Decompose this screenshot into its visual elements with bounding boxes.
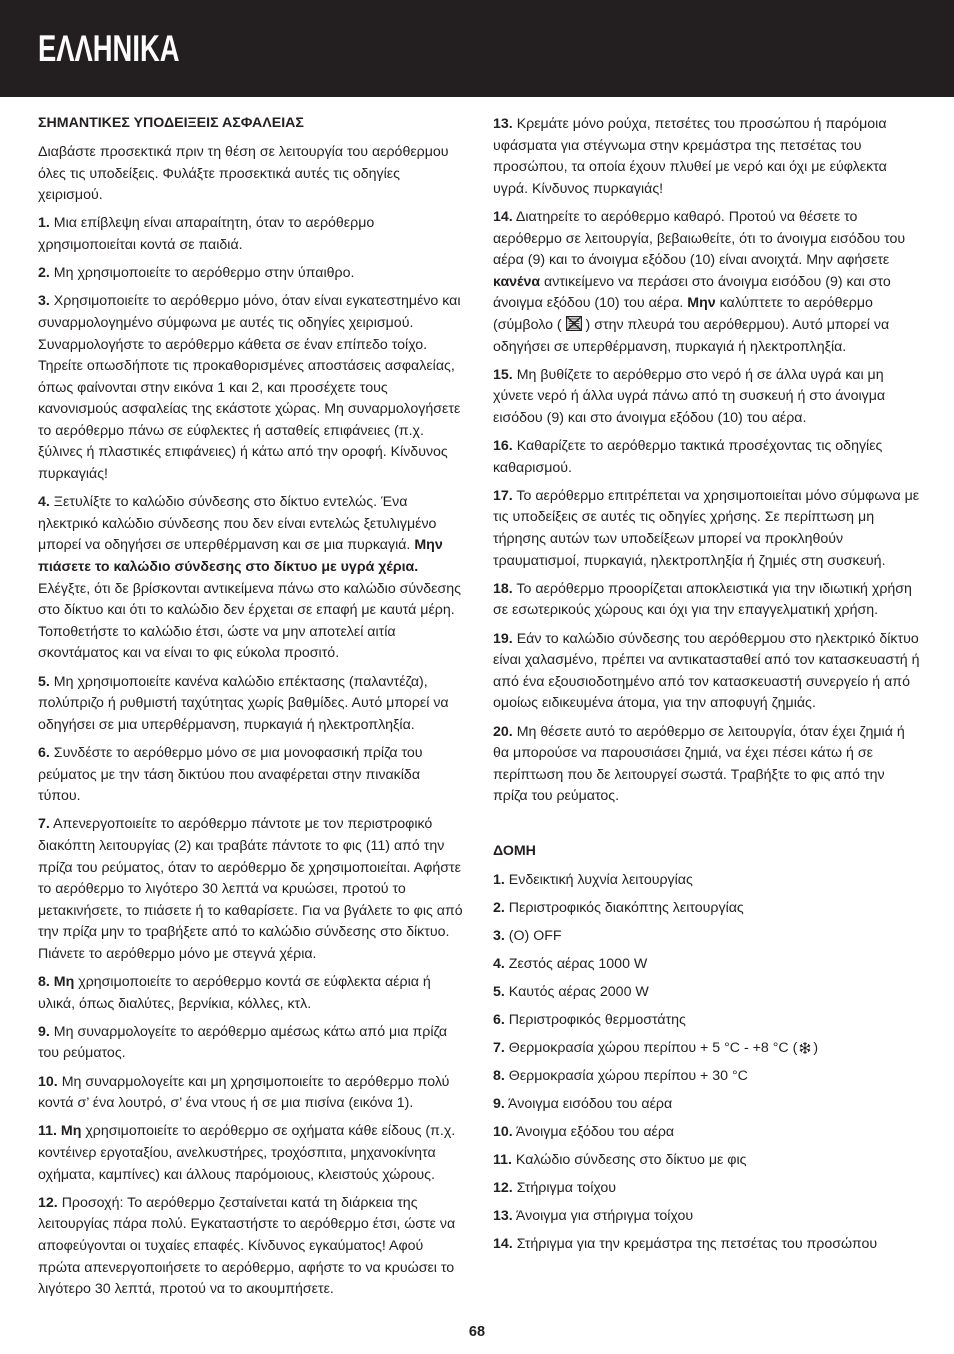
bold-warning: Μη bbox=[60, 1123, 82, 1140]
safety-item-number: 17. bbox=[493, 487, 513, 504]
structure-heading: ΔΟΜΗ bbox=[493, 843, 536, 860]
safety-item-number: 11. bbox=[38, 1123, 57, 1140]
structure-item-text: Στήριγμα για την κρεμάστρα της πετσέτας του προσώπου bbox=[516, 1236, 878, 1253]
right-column bbox=[493, 114, 921, 1262]
do-not-cover-icon bbox=[566, 316, 582, 331]
safety-item-text: Χρησιμοποιείτε το αερόθερμο μόνο, όταν είναι εγκατεστημένο και συναρμολογημένο σύμφωνα με αυτές τις οδηγίες χειρισμού. Συναρμολογήστε το αερόθερμο κάθετα σε έναν επίπεδο τοίχο. Τηρείτε οπωσδήποτε τις προκαθορισμένες αποστάσεις ασφαλείας, όπως φαίνονται στην εικόνα 1 και 2, και προσέχετε τους κανονισμούς ασφαλείας της εκάστοτε χώρας. Μη συναρμολογήσετε το αερόθερμο πάνω σε εύφλεκτες ή ασταθείς επιφάνειες (π.χ. ξύλινες ή πλαστικές επιφάνειες) ή κάτω από την οροφή. Κίνδυνος πυρκαγιάς! bbox=[38, 293, 461, 483]
structure-item bbox=[493, 1066, 921, 1088]
safety-item-number: 2. bbox=[38, 265, 50, 282]
structure-item bbox=[493, 870, 921, 892]
safety-item-number: 19. bbox=[493, 630, 513, 647]
safety-item-text: ) στην πλευρά του αερόθερμου). Αυτό μπορεί να οδηγήσει σε υπερθέρμανση, πυρκαγιά ή ηλεκτροπληξία. bbox=[493, 316, 890, 355]
safety-item-number: 15. bbox=[493, 366, 513, 383]
structure-item bbox=[493, 1234, 921, 1256]
structure-item bbox=[493, 926, 921, 948]
safety-item-text: Μη χρησιμοποιείτε το αερόθερμο στην ύπαιθρο. bbox=[53, 265, 355, 282]
safety-item bbox=[493, 486, 921, 572]
safety-item bbox=[493, 722, 921, 808]
safety-item bbox=[38, 291, 466, 485]
safety-item-number: 16. bbox=[493, 438, 513, 455]
safety-item bbox=[493, 629, 921, 715]
safety-item bbox=[38, 1121, 466, 1186]
structure-item-text: Περιστροφικός διακόπτης λειτουργίας bbox=[508, 900, 744, 917]
structure-item-text: Καυτός αέρας 2000 W bbox=[508, 984, 649, 1001]
safety-item bbox=[38, 743, 466, 808]
safety-item bbox=[38, 1193, 466, 1301]
safety-item-text: Συνδέστε το αερόθερμο μόνο σε μια μονοφασική πρίζα του ρεύματος με την τάση δικτύου που αναφέρεται στην πινακίδα τύπου. bbox=[38, 744, 423, 805]
safety-item bbox=[38, 213, 466, 256]
safety-item bbox=[38, 672, 466, 737]
safety-item-text: Προσοχή: Το αερόθερμο ζεσταίνεται κατά τη διάρκεια της λειτουργίας πάρα πολύ. Εγκαταστήστε το αερόθερμο έτσι, ώστε να αποφεύγονται οι τυχαίες επαφές. Κίνδυνος εγκαύματος! Αφού πρώτα απενεργοποιήσετε το αερόθερμο, αφήστε το να κρυώσει το λιγότερο 30 λεπτά, προτού να το ακουμπήσετε. bbox=[38, 1194, 456, 1298]
structure-item bbox=[493, 1038, 921, 1060]
structure-item-text: Άνοιγμα εξόδου του αέρα bbox=[515, 1124, 675, 1141]
structure-item bbox=[493, 1150, 921, 1172]
structure-item-text: Άνοιγμα για στήριγμα τοίχου bbox=[515, 1208, 694, 1225]
safety-item-number: 5. bbox=[38, 673, 50, 690]
safety-intro: Διαβάστε προσεκτικά πριν τη θέση σε λειτουργία του αερόθερμου όλες τις υποδείξεις. Φυλάξτε προσεκτικά αυτές τις οδηγίες χειρισμού. bbox=[38, 143, 449, 204]
safety-item-text: αντικείμενο να περάσει στο άνοιγμα εισόδου (9) και στο άνοιγμα εξόδου (10) του αέρα. bbox=[493, 273, 891, 312]
safety-item bbox=[38, 263, 466, 285]
safety-item bbox=[493, 436, 921, 479]
safety-item bbox=[493, 114, 921, 200]
safety-item-text: Μη βυθίζετε το αερόθερμο στο νερό ή σε άλλα υγρά και μη χύνετε νερό ή άλλα υγρά πάνω από τη συσκευή ή στο άνοιγμα εισόδου (9) και στο άνοιγμα εξόδου (10) του αέρα. bbox=[493, 366, 886, 426]
safety-heading: ΣΗΜΑΝΤΙΚΕΣ ΥΠΟΔΕΙΞΕΙΣ ΑΣΦΑΛΕΙΑΣ bbox=[38, 115, 304, 131]
structure-item bbox=[493, 1094, 921, 1116]
safety-item-text: Μη συναρμολογείτε το αερόθερμο αμέσως κάτω από μια πρίζα του ρεύματος. bbox=[38, 1023, 448, 1062]
safety-item bbox=[38, 1022, 466, 1065]
safety-item-text: χρησιμοποιείτε το αερόθερμο σε οχήματα κάθε είδους (π.χ. κοντέινερ εργοταξίου, ανελκυστήρες, τροχόσπιτα, μηχανοκίνητα οχήματα, καμπίνες) και άλλους παρόμοιους, κλειστούς χώρους. bbox=[38, 1123, 456, 1183]
structure-item-text: Ενδεικτική λυχνία λειτουργίας bbox=[508, 872, 693, 889]
structure-item-text: Θερμοκρασία χώρου περίπου + 30 °C bbox=[508, 1068, 748, 1085]
safety-item-number: 10. bbox=[38, 1073, 58, 1090]
safety-item-number: 3. bbox=[38, 293, 50, 310]
bold-warning: Μην bbox=[687, 295, 716, 312]
language-title: ΕΛΛΗΝΙΚΑ bbox=[38, 28, 180, 69]
safety-item-text: Ελέγξτε, ότι δε βρίσκονται αντικείμενα πάνω στο καλώδιο σύνδεσης στο δίκτυο και ότι το καλώδιο δεν έρχεται σε επαφή με καυτά μέρη. Τοποθετήστε το καλώδιο έτσι, ώστε να μην αποτελεί αιτία σκοντάματος και να είναι το φις εύκολα προσιτό. bbox=[38, 580, 461, 662]
structure-item bbox=[493, 1178, 921, 1200]
safety-item-text: Μη χρησιμοποιείτε κανένα καλώδιο επέκτασης (παλαντέζα), πολύπριζο ή ρυθμιστή ταχύτητας χωρίς βαθμίδες. Αυτό μπορεί να οδηγήσει σε μια υπερθέρμανση, πυρκαγιά ή ηλεκτροπληξία. bbox=[38, 673, 449, 733]
header-bar bbox=[0, 0, 954, 97]
structure-item-text: Άνοιγμα εισόδου του αέρα bbox=[508, 1096, 673, 1113]
safety-item-text: Καθαρίζετε το αερόθερμο τακτικά προσέχοντας τις οδηγίες καθαρισμού. bbox=[493, 438, 883, 476]
bold-warning: κανένα bbox=[493, 273, 541, 290]
safety-item-text: Μια επίβλεψη είναι απαραίτητη, όταν το αερόθερμο χρησιμοποιείται κοντά σε παιδιά. bbox=[38, 215, 375, 253]
safety-item-text: Το αερόθερμο προορίζεται αποκλειστικά για την ιδιωτική χρήση σε εσωτερικούς χώρους και όχι για την επαγγελματική χρήση. bbox=[493, 580, 912, 619]
structure-item-number: 1. bbox=[493, 872, 505, 889]
structure-item-text: Καλώδιο σύνδεσης στο δίκτυο με φις bbox=[515, 1152, 747, 1169]
structure-item-text: Περιστροφικός θερμοστάτης bbox=[508, 1012, 686, 1029]
safety-item bbox=[493, 579, 921, 622]
safety-item-number: 6. bbox=[38, 744, 50, 761]
safety-item-number: 9. bbox=[38, 1023, 50, 1040]
structure-item-number: 6. bbox=[493, 1012, 505, 1029]
snowflake-icon bbox=[799, 1042, 811, 1054]
safety-item-text: Απενεργοποιείτε το αερόθερμο πάντοτε με τον περιστροφικό διακόπτη λειτουργίας (2) και τραβάτε πάντοτε το φις (11) από την πρίζα του ρεύματος, όταν το αερόθερμο δε χρησιμοποιείται. Αφήστε το αερόθερμο το λιγότερο 30 λεπτά να κρυώσει, προτού το μετακινήσετε, το πιάσετε ή το καθαρίσετε. Για να βγάλετε το φις από την πρίζα μην το τραβήξετε από το καλώδιο σύνδεσης στο δίκτυο. Πιάνετε το αερόθερμο μόνο με στεγνά χέρια. bbox=[38, 816, 463, 962]
safety-item-number: 18. bbox=[493, 580, 513, 597]
bold-warning: Μη bbox=[53, 974, 75, 991]
structure-item-number: 4. bbox=[493, 956, 505, 973]
safety-item-text: Μη συναρμολογείτε και μη χρησιμοποιείτε το αερόθερμο πολύ κοντά σ’ ένα λουτρό, σ’ ένα ντους ή σε μια πισίνα (εικόνα 1). bbox=[38, 1073, 450, 1112]
structure-item-number: 9. bbox=[493, 1096, 505, 1113]
safety-item bbox=[493, 207, 921, 358]
safety-item-text: Κρεμάτε μόνο ρούχα, πετσέτες του προσώπου ή παρόμοια υφάσματα για στέγνωμα στην κρεμάστρα της πετσέτας του προσώπου, τα οποία έχουν πλυθεί με νερό και όχι με εύφλεκτα υγρά. Κίνδυνος πυρκαγιάς! bbox=[493, 116, 887, 197]
structure-item-text: Ζεστός αέρας 1000 W bbox=[508, 956, 648, 973]
structure-item-number: 11. bbox=[493, 1152, 512, 1169]
safety-item-number: 14. bbox=[493, 208, 513, 225]
safety-item-text: χρησιμοποιείτε το αερόθερμο κοντά σε εύφλεκτα αέρια ή υλικά, όπως διαλύτες, βερνίκια, κόλλες, κτλ. bbox=[38, 974, 431, 1012]
safety-item bbox=[38, 492, 466, 665]
page-number: 68 bbox=[468, 1324, 486, 1340]
structure-item-number: 12. bbox=[493, 1180, 513, 1197]
safety-item-number: 13. bbox=[493, 116, 513, 132]
structure-item-text: (O) OFF bbox=[508, 928, 562, 945]
structure-item-number: 8. bbox=[493, 1068, 505, 1085]
structure-item bbox=[493, 1010, 921, 1032]
structure-item-number: 2. bbox=[493, 900, 505, 917]
structure-item bbox=[493, 1206, 921, 1228]
safety-item-text: Μη θέσετε αυτό το αερόθερμο σε λειτουργία, όταν έχει ζημιά ή θα μπορούσε να παρουσιάσει ζημιά, να έχει πέσει κάτω ή σε περίπτωση που δε λειτουργεί σωστά. Τραβήξτε το φις από την πρίζα του ρεύματος. bbox=[493, 723, 905, 805]
structure-item bbox=[493, 898, 921, 920]
structure-item-number: 5. bbox=[493, 984, 505, 1001]
safety-item-text: Διατηρείτε το αερόθερμο καθαρό. Προτού να θέσετε το αερόθερμο σε λειτουργία, βεβαιωθείτε, ότι το άνοιγμα εισόδου του αέρα (9) και το άνοιγμα εξόδου (10) είναι ανοιχτά. Μην αφήσετε bbox=[493, 208, 906, 269]
structure-item-text: Θερμοκρασία χώρου περίπου + 5 °C - +8 °C ( bbox=[508, 1040, 798, 1057]
structure-item-number: 13. bbox=[493, 1208, 513, 1225]
structure-item-number: 10. bbox=[493, 1124, 513, 1141]
structure-item-number: 14. bbox=[493, 1236, 513, 1253]
safety-item-text: Εάν το καλώδιο σύνδεσης του αερόθερμου στο ηλεκτρικό δίκτυο είναι χαλασμένο, πρέπει να αντικατασταθεί από τον κατασκευαστή ή από ένα εξουσιοδοτημένο από τον κατασκευαστή συνεργείο ή από ομοίως ειδικευμένα άτομα, για την αποφυγή ζημιάς. bbox=[493, 630, 920, 712]
left-column bbox=[38, 113, 466, 1307]
safety-item-text: Το αερόθερμο επιτρέπεται να χρησιμοποιείται μόνο σύμφωνα με τις υποδείξεις σε αυτές τις οδηγίες χρήσης. Σε περίπτωση μη τήρησης αυτών των υποδείξεων μπορεί να προκληθούν τραυματισμοί, πυρκαγιά, ηλεκτροπληξία ή ζημιές στη συσκευή. bbox=[493, 487, 920, 569]
safety-item-text: Ξετυλίξτε το καλώδιο σύνδεσης στο δίκτυο εντελώς. Ένα ηλεκτρικό καλώδιο σύνδεσης που δεν είναι εντελώς ξετυλιγμένο μπορεί να οδηγήσει σε υπερθέρμανση και σε μια πυρκαγιά. bbox=[38, 494, 437, 554]
structure-item bbox=[493, 1122, 921, 1144]
safety-item bbox=[38, 972, 466, 1015]
safety-item-number: 8. bbox=[38, 974, 50, 991]
safety-item bbox=[38, 1072, 466, 1115]
safety-item-number: 1. bbox=[38, 215, 50, 232]
safety-item-number: 4. bbox=[38, 494, 50, 511]
structure-item bbox=[493, 982, 921, 1004]
safety-item bbox=[38, 814, 466, 965]
safety-item bbox=[493, 365, 921, 430]
safety-item-number: 7. bbox=[38, 816, 50, 833]
structure-item-number: 3. bbox=[493, 928, 505, 945]
structure-item-number: 7. bbox=[493, 1040, 505, 1057]
safety-item-text: καλύπτετε το αερόθερμο (σύμβολο ( bbox=[493, 295, 873, 333]
safety-item-number: 20. bbox=[493, 723, 513, 740]
bold-warning: Μην πιάσετε το καλώδιο σύνδεσης στο δίκτυο με υγρά χέρια. bbox=[38, 537, 443, 576]
structure-item bbox=[493, 954, 921, 976]
safety-item-number: 12. bbox=[38, 1194, 58, 1211]
structure-item-text: ) bbox=[813, 1040, 819, 1057]
structure-item-text: Στήριγμα τοίχου bbox=[516, 1180, 617, 1197]
